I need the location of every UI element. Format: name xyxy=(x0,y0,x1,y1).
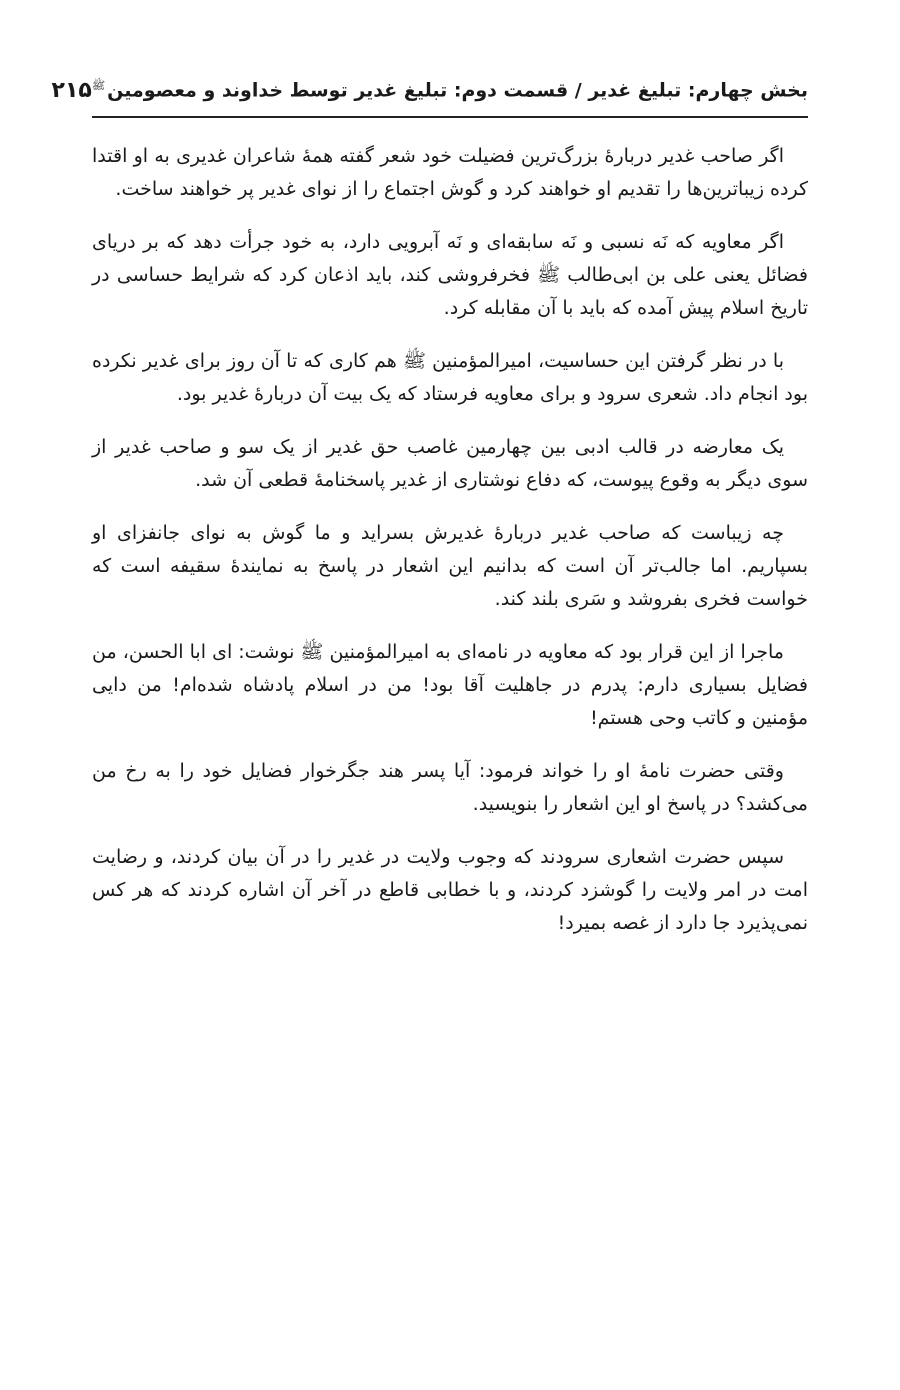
honorific-symbol: ﷺ xyxy=(91,78,106,92)
header-title-text: بخش چهارم: تبلیغ غدیر / قسمت دوم: تبلیغ غدیر توسط خداوند و معصومین xyxy=(107,79,808,102)
header-divider xyxy=(92,116,808,118)
paragraph-6: ماجرا از این قرار بود که معاویه در نامه‌ای به امیرالمؤمنین ﷺ نوشت: ای ابا الحسن، من فضایل بسیاری دارم: پدرم در جاهلیت آقا بود! من در اسلام پادشاه شده‌ام! من دایی مؤمنین و کاتب وحی هستم! xyxy=(92,641,808,729)
paragraph-3: با در نظر گرفتن این حساسیت، امیرالمؤمنین ﷺ هم کاری که تا آن روز برای غدیر نکرده بود انجام داد. شعری سرود و برای معاویه فرستاد که یک بیت آن دربارهٔ غدیر بود. xyxy=(92,350,808,405)
page-number: ۲۱۵ xyxy=(51,77,92,103)
paragraph-2: اگر معاویه که نَه نسبی و نَه سابقه‌ای و نَه آبرویی دارد، به خود جرأت دهد که بر دریای فضائل یعنی علی بن ابی‌طالب ﷺ فخرفروشی کند، باید اذعان کرد که شرایط حساسی در تاریخ اسلام پیش آمده که باید با آن مقابله کرد. xyxy=(92,231,808,319)
running-header-title xyxy=(92,79,808,101)
paragraph-4: یک معارضه در قالب ادبی بین چهارمین غاصب حق غدیر از یک سو و صاحب غدیر از سوی دیگر به وقوع پیوست، که دفاع نوشتاری از غدیر پاسخنامهٔ قطعی آن شد. xyxy=(92,436,808,491)
paragraph-7: وقتی حضرت نامهٔ او را خواند فرمود: آیا پسر هند جگرخوار فضایل خود را به رخ من می‌کشد؟ در پاسخ او این اشعار را بنویسید. xyxy=(92,760,808,815)
paragraph-5: چه زیباست که صاحب غدیر دربارهٔ غدیرش بسراید و ما گوش به نوای جانفزای او بسپاریم. اما جالب‌تر آن است که بدانیم این اشعار در پاسخ به نمایندهٔ سقیفه است که خواست فخری بفروشد و سَری بلند کند. xyxy=(92,522,808,610)
body-text xyxy=(92,140,808,960)
paragraph-8: سپس حضرت اشعاری سرودند که وجوب ولایت در غدیر را در آن بیان کردند، و رضایت امت در امر ولایت را گوشزد کردند، و با خطابی قاطع در آخر آن اشاره کردند که هر کس نمی‌پذیرد جا دارد از غصه بمیرد! xyxy=(92,846,808,934)
book-page xyxy=(51,0,808,1390)
running-header xyxy=(51,70,808,110)
paragraph-1: اگر صاحب غدیر دربارهٔ بزرگ‌ترین فضیلت خود شعر گفته همهٔ شاعران غدیری به او اقتدا کرده زیباترین‌ها را تقدیم او خواهند کرد و گوش اجتماع را از نوای غدیر پر خواهند ساخت. xyxy=(92,145,808,200)
